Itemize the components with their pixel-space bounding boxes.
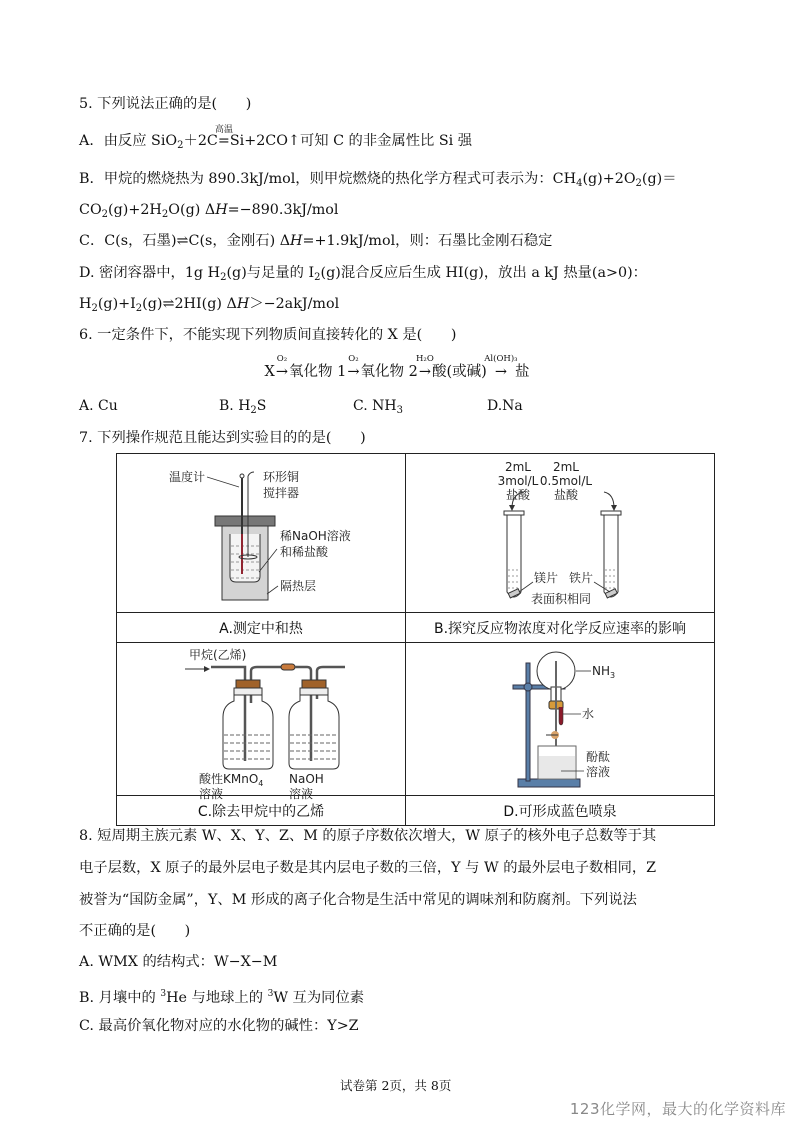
gas-label: 甲烷(乙烯) bbox=[189, 648, 247, 662]
indicator-label: 溶液 bbox=[586, 765, 611, 779]
naoh-label: NaOH bbox=[289, 772, 324, 786]
option-text: W 互为同位素 bbox=[273, 990, 365, 1006]
q5-d-text: ＞−2akJ/mol bbox=[249, 296, 340, 312]
q5-b-text: (g)+2H bbox=[108, 202, 162, 218]
q5-d-text: (g)⇌2HI(g) Δ bbox=[142, 296, 237, 312]
test-tube-left bbox=[507, 514, 521, 597]
q5-b-text: O(g) Δ bbox=[168, 202, 216, 218]
fountain-diagram bbox=[406, 643, 714, 791]
thermometer-label: 温度计 bbox=[169, 470, 206, 484]
enthalpy-symbol: H bbox=[290, 233, 303, 249]
q6-option-c bbox=[353, 398, 403, 416]
concentration-label: 0.5mol/L bbox=[539, 474, 593, 488]
acid-label: 盐酸 bbox=[505, 488, 531, 502]
chain-x: X bbox=[264, 364, 275, 380]
arrow-label: H₂O bbox=[416, 354, 434, 364]
bottle-neck bbox=[300, 688, 328, 695]
q5-d-text: (g)+I bbox=[97, 296, 136, 312]
clamp-knob bbox=[524, 683, 532, 691]
chain-acid: 酸(或碱) bbox=[432, 364, 487, 380]
arrow-label: Al(OH)₃ bbox=[484, 354, 518, 364]
acid-liquid bbox=[508, 570, 617, 588]
superscript: 3 bbox=[267, 989, 274, 999]
experiment-table bbox=[116, 453, 715, 826]
q8-stem-line-3: 被誉为“国防金属”，Y、M 形成的离子化合物是生活中常见的调味剂和防腐剂。下列说法 bbox=[79, 892, 637, 908]
q5-d-text: (g)混合反应后生成 HI(g)，放出 a kJ 热量(a>0)： bbox=[320, 265, 647, 281]
cell-b-caption: B.探究反应物浓度对化学反应速率的影响 bbox=[406, 613, 715, 643]
option-text: C. NH bbox=[353, 398, 397, 414]
q5-a-text: Si+2CO↑可知 C 的非金属性比 Si 强 bbox=[229, 133, 473, 149]
iron-label: 铁片 bbox=[569, 571, 594, 585]
chain-oxide1: 氧化物 1 bbox=[289, 364, 347, 380]
q8-option-c: C. 最高价氧化物对应的水化物的碱性：Y>Z bbox=[79, 1018, 359, 1034]
pour-arrow bbox=[604, 492, 614, 508]
conversion-chain bbox=[0, 354, 794, 381]
arrow-glyph: → bbox=[275, 364, 288, 380]
enthalpy-symbol: H bbox=[215, 202, 228, 218]
solution-label: 和稀盐酸 bbox=[280, 545, 329, 559]
q6-option-a: A. Cu bbox=[79, 398, 118, 414]
subscript: 3 bbox=[610, 671, 616, 680]
nh3-text: NH bbox=[592, 664, 610, 678]
q5-option-b-line2 bbox=[79, 200, 339, 225]
stirrer-label: 环形铜 bbox=[263, 470, 300, 484]
subscript: 2 bbox=[314, 272, 321, 283]
acid-label: 盐酸 bbox=[553, 488, 579, 502]
option-text: B. 月壤中的 bbox=[79, 990, 161, 1006]
wash-bottle-2 bbox=[289, 695, 339, 769]
q5-b-text: B．甲烷的燃烧热为 890.3kJ/mol，则甲烷燃烧的热化学方程式可表示为：CH bbox=[79, 171, 577, 187]
q6-stem: 6. 一定条件下，不能实现下列物质间直接转化的 X 是( ) bbox=[79, 327, 457, 343]
same-surface-note: 表面积相同 bbox=[530, 592, 592, 606]
q5-option-b-line1 bbox=[79, 169, 677, 194]
cell-a-caption: A.测定中和热 bbox=[117, 613, 406, 643]
cell-c-caption: C.除去甲烷中的乙烯 bbox=[117, 796, 406, 826]
q5-option-a bbox=[79, 125, 473, 156]
test-tube-right bbox=[604, 514, 618, 597]
q5-d-text: D. 密闭容器中，1g H bbox=[79, 265, 221, 281]
insulation-label: 隔热层 bbox=[280, 579, 317, 593]
phenolphthalein-solution bbox=[539, 756, 575, 778]
volume-label: 2mL bbox=[504, 460, 532, 474]
subscript: 3 bbox=[396, 405, 403, 416]
q5-b-text: (g)＝ bbox=[641, 171, 677, 187]
q5-b-text: =−890.3kJ/mol bbox=[227, 202, 339, 218]
equals-sign: = bbox=[217, 133, 230, 149]
q6-option-d: D.Na bbox=[487, 398, 523, 414]
stopper bbox=[236, 680, 260, 688]
kmno4-text: 酸性KMnO bbox=[199, 772, 259, 786]
subscript: 2 bbox=[91, 303, 98, 314]
reaction-arrow bbox=[484, 354, 518, 380]
water-label: 水 bbox=[582, 707, 595, 721]
cell-d-figure bbox=[406, 643, 715, 796]
lid bbox=[215, 516, 275, 526]
superscript: 3 bbox=[160, 989, 167, 999]
subscript: 2 bbox=[220, 272, 227, 283]
q8-option-b bbox=[79, 984, 364, 1008]
solution-label: 溶液 bbox=[289, 787, 314, 801]
q5-c-text: =+1.9kJ/mol，则：石墨比金刚石稳定 bbox=[302, 233, 553, 249]
magnesium-label: 镁片 bbox=[534, 571, 559, 585]
bottle-liquid bbox=[224, 735, 338, 759]
tube-rim bbox=[504, 511, 524, 515]
gas-washing-diagram bbox=[117, 643, 405, 801]
thermometer-bulb bbox=[240, 474, 244, 478]
test-tubes-diagram bbox=[406, 454, 714, 608]
subscript: 2 bbox=[635, 178, 642, 189]
wash-bottle-1 bbox=[223, 695, 273, 769]
nh3-label bbox=[592, 664, 615, 680]
stirrer-label: 搅拌器 bbox=[263, 486, 300, 500]
subscript: 2 bbox=[177, 140, 184, 151]
subscript: 2 bbox=[135, 303, 143, 314]
watermark: 123化学网，最大的化学资料库 bbox=[569, 1100, 786, 1118]
cell-c-figure bbox=[117, 643, 406, 801]
leader-line bbox=[267, 586, 278, 594]
arrow-label: O₂ bbox=[348, 354, 359, 364]
arrow-glyph: → bbox=[418, 364, 431, 380]
q8-option-a: A. WMX 的结构式：W−X−M bbox=[79, 954, 278, 970]
tube-rim bbox=[601, 511, 621, 515]
subscript: 2 bbox=[161, 209, 169, 220]
q5-b-text: CO bbox=[79, 202, 102, 218]
cell-b-figure bbox=[406, 454, 715, 613]
q6-option-b bbox=[219, 398, 266, 416]
arrow-glyph: → bbox=[494, 364, 507, 380]
solution-label: 稀NaOH溶液 bbox=[280, 529, 351, 543]
subscript: 4 bbox=[258, 779, 264, 788]
q5-a-text: ＋2C bbox=[183, 133, 218, 149]
arrow-glyph: → bbox=[347, 364, 360, 380]
option-text: S bbox=[256, 398, 267, 414]
cell-a-figure bbox=[117, 454, 406, 613]
kmno4-label bbox=[199, 771, 263, 788]
q5-stem: 5. 下列说法正确的是( ) bbox=[79, 96, 252, 112]
bottle-neck bbox=[234, 688, 262, 695]
q5-b-text: (g)+2O bbox=[582, 171, 636, 187]
condition-label: 高温 bbox=[214, 125, 233, 135]
indicator-label: 酚酞 bbox=[586, 750, 611, 764]
q5-option-c bbox=[79, 231, 552, 251]
q5-option-d-line1 bbox=[79, 263, 647, 288]
leader-line bbox=[207, 477, 239, 487]
chain-salt: 盐 bbox=[514, 364, 530, 380]
reaction-arrow bbox=[346, 354, 360, 380]
reaction-condition bbox=[214, 125, 233, 151]
calorimeter-diagram bbox=[117, 454, 405, 608]
dropper bbox=[559, 707, 563, 725]
reaction-arrow bbox=[275, 354, 289, 380]
subscript: 4 bbox=[576, 178, 583, 189]
q7-stem: 7. 下列操作规范且能达到实验目的的是( ) bbox=[79, 430, 366, 446]
q5-option-d-line2 bbox=[79, 294, 339, 319]
q5-d-text: H bbox=[79, 296, 92, 312]
subscript: 2 bbox=[250, 405, 257, 416]
q8-stem-line-4: 不正确的是( ) bbox=[79, 923, 191, 939]
volume-label: 2mL bbox=[552, 460, 580, 474]
reaction-arrow bbox=[416, 354, 434, 380]
q8-stem-line-2: 电子层数，X 原子的最外层电子数是其内层电子数的三倍，Y 与 W 的最外层电子数相同，Z bbox=[79, 860, 657, 876]
q5-c-text: C．C(s，石墨)⇌C(s，金刚石) Δ bbox=[79, 233, 291, 249]
q5-d-text: (g)与足量的 I bbox=[226, 265, 315, 281]
enthalpy-symbol: H bbox=[236, 296, 250, 312]
page-number: 试卷第 2页，共 8页 bbox=[340, 1078, 452, 1093]
stand-rod bbox=[526, 663, 530, 781]
subscript: 2 bbox=[101, 209, 109, 220]
arrow-label: O₂ bbox=[276, 354, 288, 364]
cell-d-caption: D.可形成蓝色喷泉 bbox=[406, 796, 715, 826]
rubber-connector bbox=[281, 664, 295, 670]
chain-oxide2: 氧化物 2 bbox=[360, 364, 418, 380]
concentration-label: 3mol/L bbox=[497, 474, 539, 488]
stopper bbox=[302, 680, 326, 688]
q5-a-text: A．由反应 SiO bbox=[79, 133, 178, 149]
option-text: B. H bbox=[219, 398, 251, 414]
option-text: He 与地球上的 bbox=[166, 990, 268, 1006]
solution-label: 溶液 bbox=[199, 787, 224, 801]
q8-stem-line-1: 8. 短周期主族元素 W、X、Y、Z、M 的原子序数依次增大，W 原子的核外电子总数等于其 bbox=[79, 828, 657, 844]
